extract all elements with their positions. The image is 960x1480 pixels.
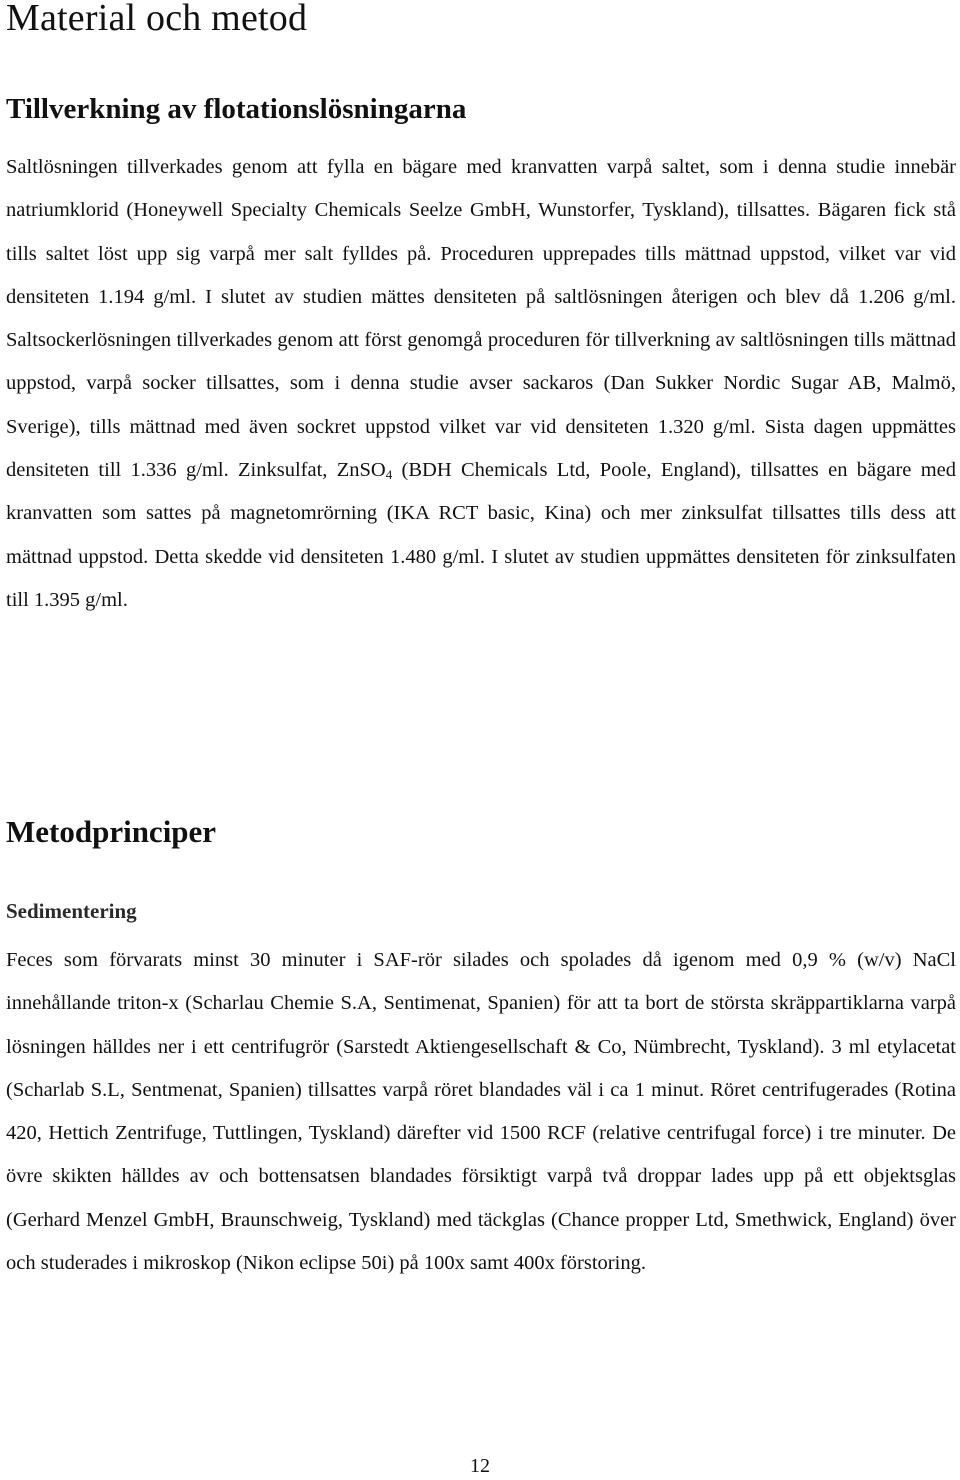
paragraph-flotation-part2: (BDH Chemicals Ltd, Poole, England), tillsattes en bägare med kranvatten som sattes på magnetomrörning (IKA RCT basic, Kina) och mer zinksulfat tillsattes tills dess att mättnad uppstod. Detta skedde vid densiteten 1.480 g/ml. I slutet av studien uppmättes densiteten för zinksulfaten till 1.395 g/ml. (6, 459, 956, 611)
subsection-title-sedimentering: Sedimentering (6, 899, 137, 923)
page-number: 12 (470, 1455, 490, 1477)
paragraph-flotation (6, 146, 956, 622)
subscript-4: 4 (385, 467, 393, 483)
section-title: Material och metod (6, 0, 308, 39)
section-title-metodprinciper: Metodprinciper (6, 814, 217, 849)
paragraph-sedimentering: Feces som förvarats minst 30 minuter i SAF-rör silades och spolades då igenom med 0,9 % (w/v) NaCl innehållande triton-x (Scharlau Chemie S.A, Sentimenat, Spanien) för att ta bort de största skräppartiklarna varpå lösningen hälldes ner i ett centrifugrör (Sarstedt Aktiengesellschaft & Co, Nümbrecht, Tyskland). 3 ml etylacetat (Scharlab S.L, Sentmenat, Spanien) tillsattes varpå röret blandades väl i ca 1 minut. Röret centrifugerades (Rotina 420, Hettich Zentrifuge, Tuttlingen, Tyskland) därefter vid 1500 RCF (relative centrifugal force) i tre minuter. De övre skikten hälldes av och bottensatsen blandades försiktigt varpå två droppar lades upp på ett objektsglas (Gerhard Menzel GmbH, Braunschweig, Tyskland) med täckglas (Chance propper Ltd, Smethwick, England) över och studerades i mikroskop (Nikon eclipse 50i) på 100x samt 400x förstoring. (6, 949, 956, 1275)
paragraph-flotation-part1: Saltlösningen tillverkades genom att fylla en bägare med kranvatten varpå saltet, som i denna studie innebär natriumklorid (Honeywell Specialty Chemicals Seelze GmbH, Wunstorfer, Tyskland), tillsattes. Bägaren fick stå tills saltet löst upp sig varpå mer salt fylldes på. Proceduren upprepades tills mättnad uppstod, vilket var vid densiteten 1.194 g/ml. I slutet av studien mättes densiteten på saltlösningen återigen och blev då 1.206 g/ml. Saltsockerlösningen tillverkades genom att först genomgå proceduren för tillverkning av saltlösningen tills mättnad uppstod, varpå socker tillsattes, som i denna studie avser sackaros (Dan Sukker Nordic Sugar AB, Malmö, Sverige), tills mättnad med även sockret uppstod vilket var vid densiteten 1.320 g/ml. Sista dagen uppmättes densiteten till 1.336 g/ml. Zinksulfat, ZnSO (6, 156, 956, 482)
subsection-title-flotation: Tillverkning av flotationslösningarna (6, 93, 467, 125)
